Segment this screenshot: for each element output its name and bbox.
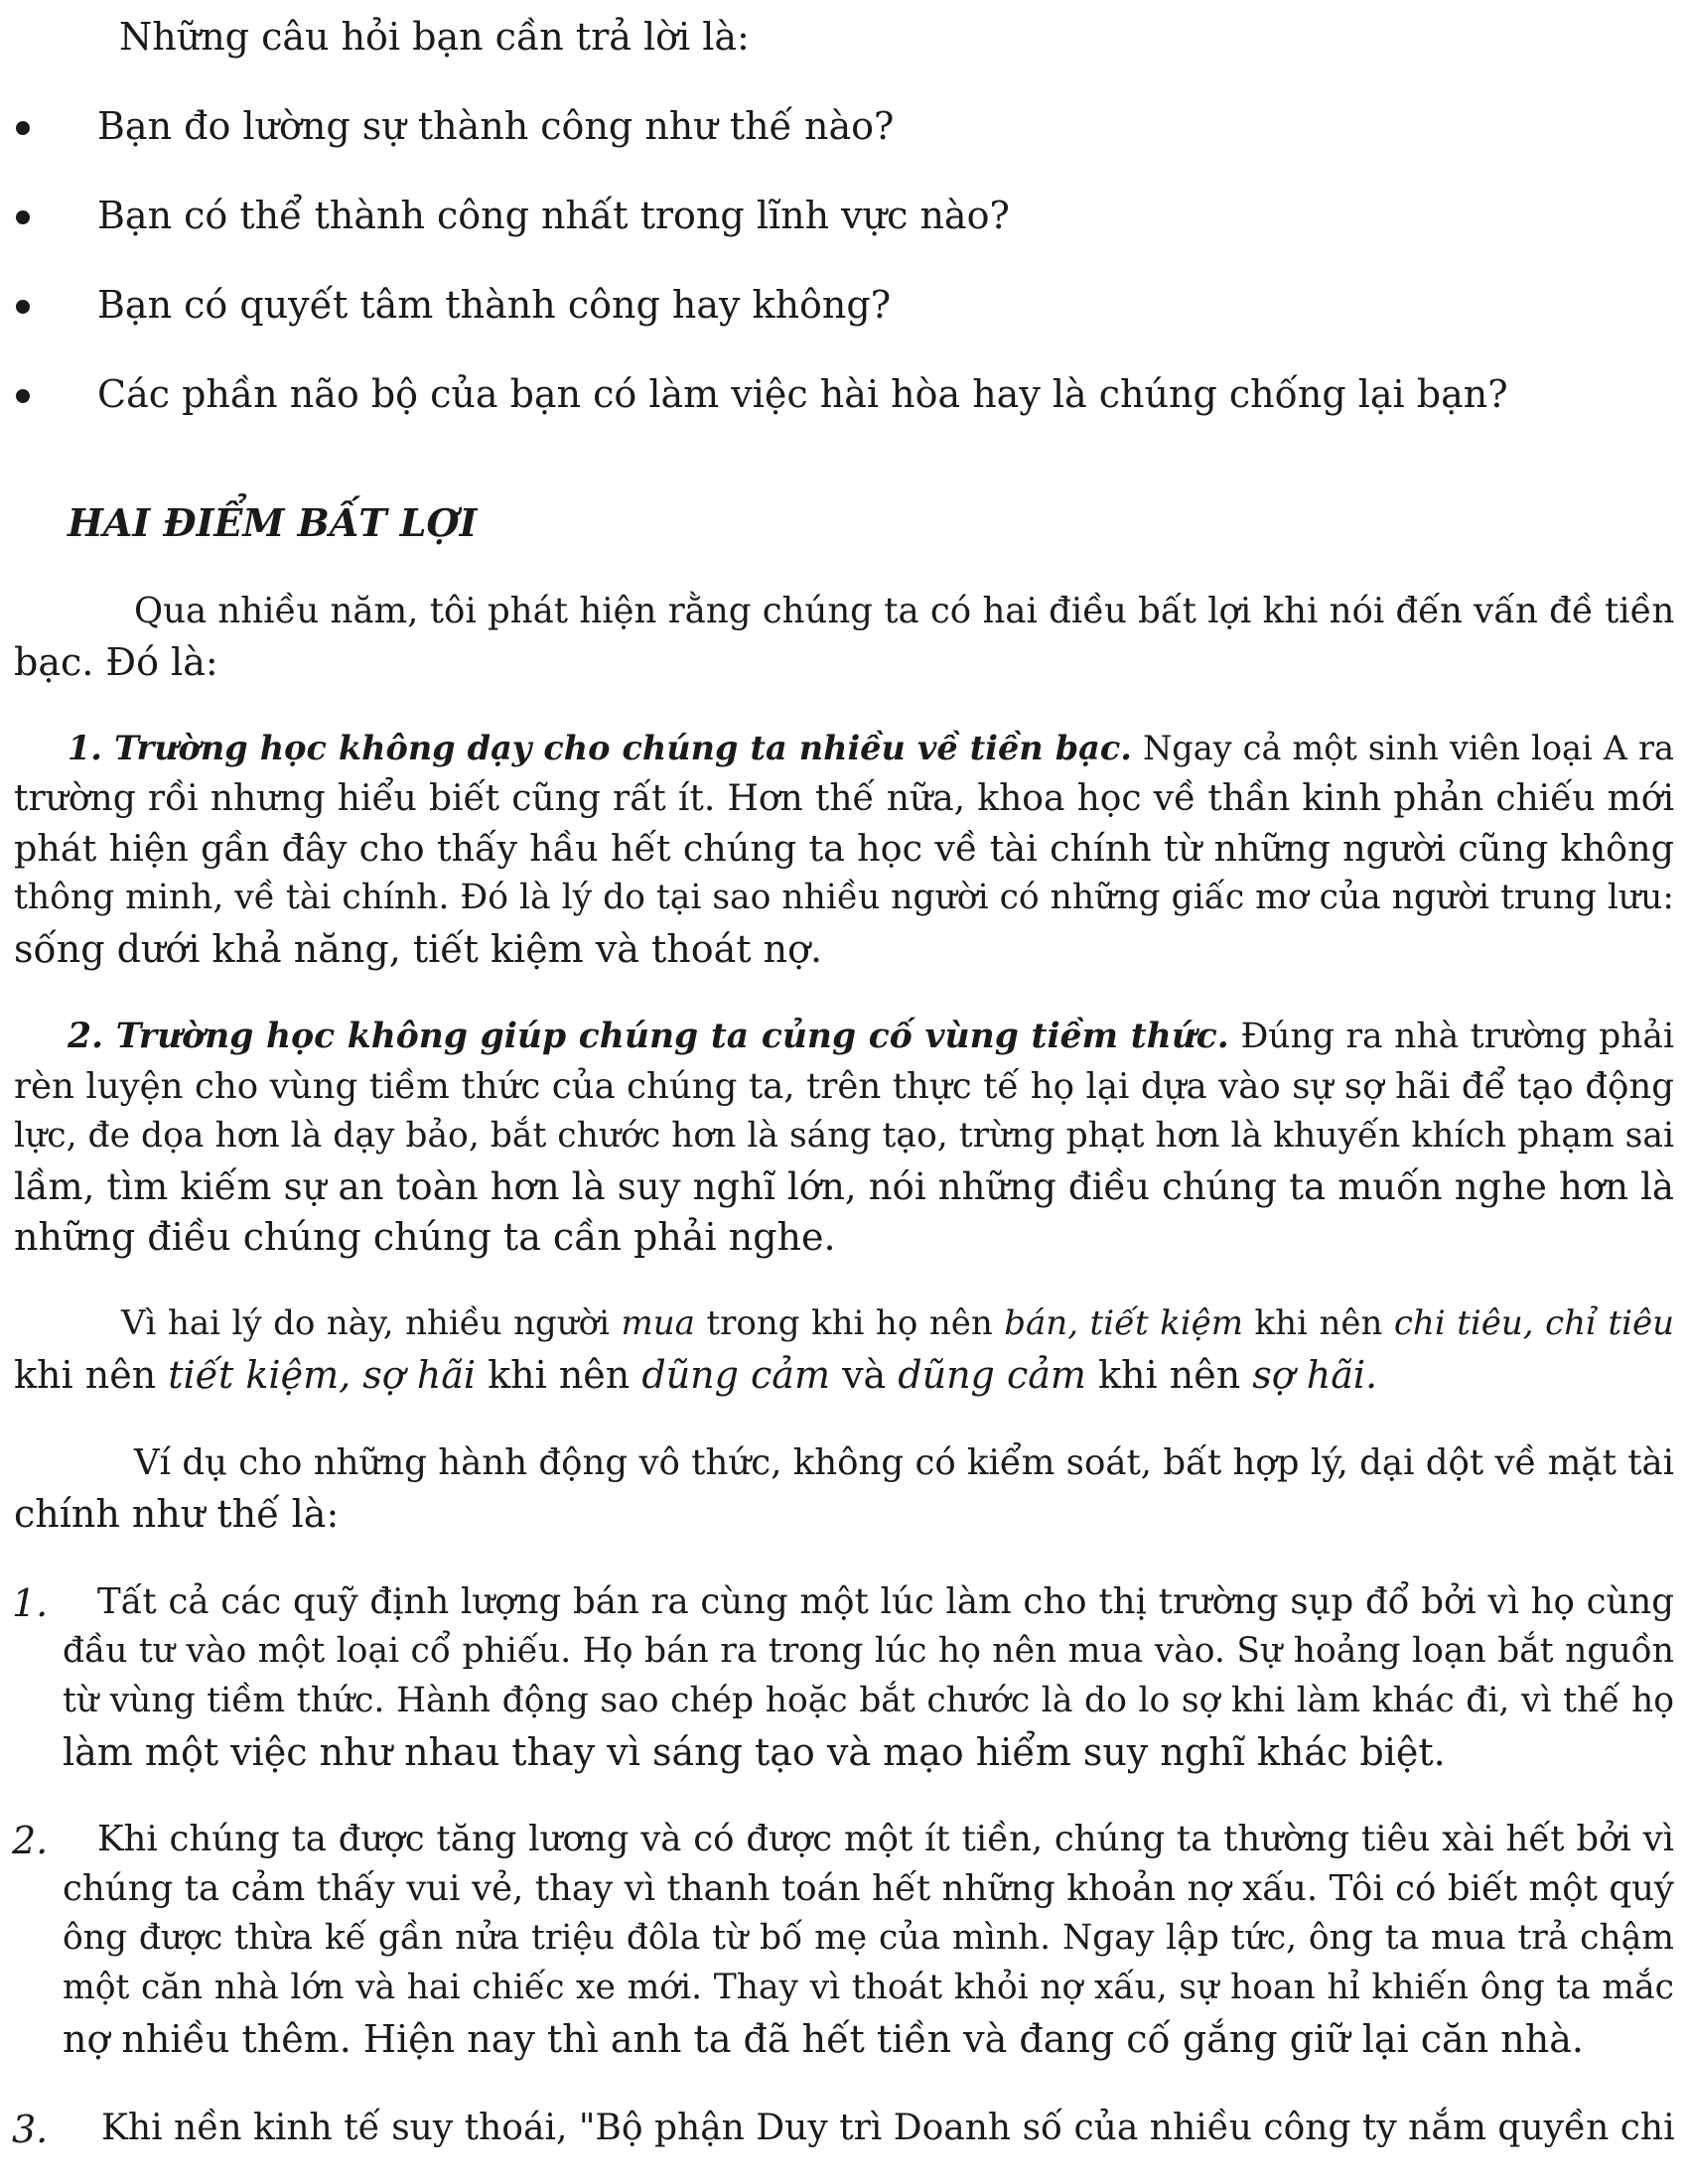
paragraph-line: lực, đe dọa hơn là dạy bảo, bắt chước hơn là sáng tạo, trừng phạt hơn là khuyến khích phạm sai	[14, 1116, 1674, 1156]
question-item: Các phần não bộ của bạn có làm việc hài hòa hay là chúng chống lại bạn?	[97, 372, 1508, 416]
bullet-icon	[16, 389, 30, 403]
example-line: Khi nền kinh tế suy thoái, "Bộ phận Duy trì Doanh số của nhiều công ty nắm quyền chi	[101, 2108, 1675, 2148]
example-number: 2.	[12, 1819, 49, 1862]
point-2-first-line	[68, 1017, 1675, 1056]
point-1-first-line	[68, 729, 1675, 767]
point-1-title: 1. Trường học không dạy cho chúng ta nhiều về tiền bạc.	[68, 729, 1132, 767]
paragraph-line: trường rồi nhưng hiểu biết cũng rất ít. Hơn thế nữa, khoa học về thần kinh phản chiếu mới	[14, 778, 1674, 819]
example-number: 3.	[12, 2108, 49, 2151]
example-line: từ vùng tiềm thức. Hành động sao chép hoặc bắt chước là do lo sợ khi làm khác đi, vì thế họ	[63, 1681, 1674, 1720]
paragraph-line: bạc. Đó là:	[14, 640, 218, 684]
point-2-rest: Đúng ra nhà trường phải	[1228, 1017, 1675, 1056]
paragraph-line: Qua nhiều năm, tôi phát hiện rằng chúng ta có hai điều bất lợi khi nói đến vấn đề tiền	[134, 591, 1675, 631]
example-line: đầu tư vào một loại cổ phiếu. Họ bán ra trong lúc họ nên mua vào. Sự hoảng loạn bắt nguồn	[63, 1631, 1674, 1671]
example-number: 1.	[12, 1581, 49, 1625]
question-item: Bạn đo lường sự thành công như thế nào?	[97, 104, 895, 148]
point-1-rest: Ngay cả một sinh viên loại A ra	[1131, 729, 1675, 767]
question-item: Bạn có quyết tâm thành công hay không?	[97, 283, 892, 327]
question-item: Bạn có thể thành công nhất trong lĩnh vực nào?	[97, 194, 1010, 237]
paragraph-line: chính như thế là:	[14, 1492, 340, 1536]
bullet-icon	[16, 300, 30, 314]
example-line: làm một việc như nhau thay vì sáng tạo và mạo hiểm suy nghĩ khác biệt.	[63, 1730, 1446, 1774]
example-line: chúng ta cảm thấy vui vẻ, thay vì thanh toán hết những khoản nợ xấu. Tôi có biết một quý	[63, 1868, 1674, 1909]
example-line: Khi chúng ta được tăng lương và có được một ít tiền, chúng ta thường tiêu xài hết bởi vì	[97, 1819, 1674, 1859]
para3-line-2: khi nên tiết kiệm, sợ hãi khi nên dũng cảm và dũng cảm khi nên sợ hãi.	[14, 1353, 1378, 1397]
intro-text: Những câu hỏi bạn cần trả lời là:	[119, 15, 750, 59]
paragraph-line: sống dưới khả năng, tiết kiệm và thoát nợ.	[14, 927, 823, 971]
paragraph-line: những điều chúng chúng ta cần phải nghe.	[14, 1215, 836, 1259]
section-heading: HAI ĐIỂM BẤT LỢI	[68, 500, 478, 545]
example-line: một căn nhà lớn và hai chiếc xe mới. Thay vì thoát khỏi nợ xấu, sự hoan hỉ khiến ông ta mắc	[63, 1968, 1674, 2007]
example-line: nợ nhiều thêm. Hiện nay thì anh ta đã hết tiền và đang cố gắng giữ lại căn nhà.	[63, 2017, 1584, 2061]
paragraph-line: Ví dụ cho những hành động vô thức, không có kiểm soát, bất hợp lý, dại dột về mặt tài	[134, 1442, 1674, 1483]
point-2-title: 2. Trường học không giúp chúng ta củng cố vùng tiềm thức.	[68, 1017, 1229, 1056]
bullet-icon	[16, 121, 30, 135]
paragraph-line: rèn luyện cho vùng tiềm thức của chúng ta, trên thực tế họ lại dựa vào sự sợ hãi để tạo động	[14, 1066, 1674, 1107]
example-line: ông được thừa kế gần nửa triệu đôla từ bố mẹ của mình. Ngay lập tức, ông ta mua trả chậm	[63, 1918, 1674, 1958]
paragraph-line: lầm, tìm kiếm sự an toàn hơn là suy nghĩ lớn, nói những điều chúng ta muốn nghe hơn là	[14, 1165, 1674, 1208]
paragraph-line: thông minh, về tài chính. Đó là lý do tại sao nhiều người có những giấc mơ của người trung lưu:	[14, 878, 1674, 917]
para3-line-1: Vì hai lý do này, nhiều người mua trong khi họ nên bán, tiết kiệm khi nên chi tiêu, chỉ tiêu	[121, 1303, 1675, 1343]
bullet-icon	[16, 210, 30, 224]
paragraph-line: phát hiện gần đây cho thấy hầu hết chúng ta học về tài chính từ những người cũng không	[14, 827, 1674, 870]
example-line: Tất cả các quỹ định lượng bán ra cùng một lúc làm cho thị trường sụp đổ bởi vì họ cùng	[97, 1581, 1674, 1622]
